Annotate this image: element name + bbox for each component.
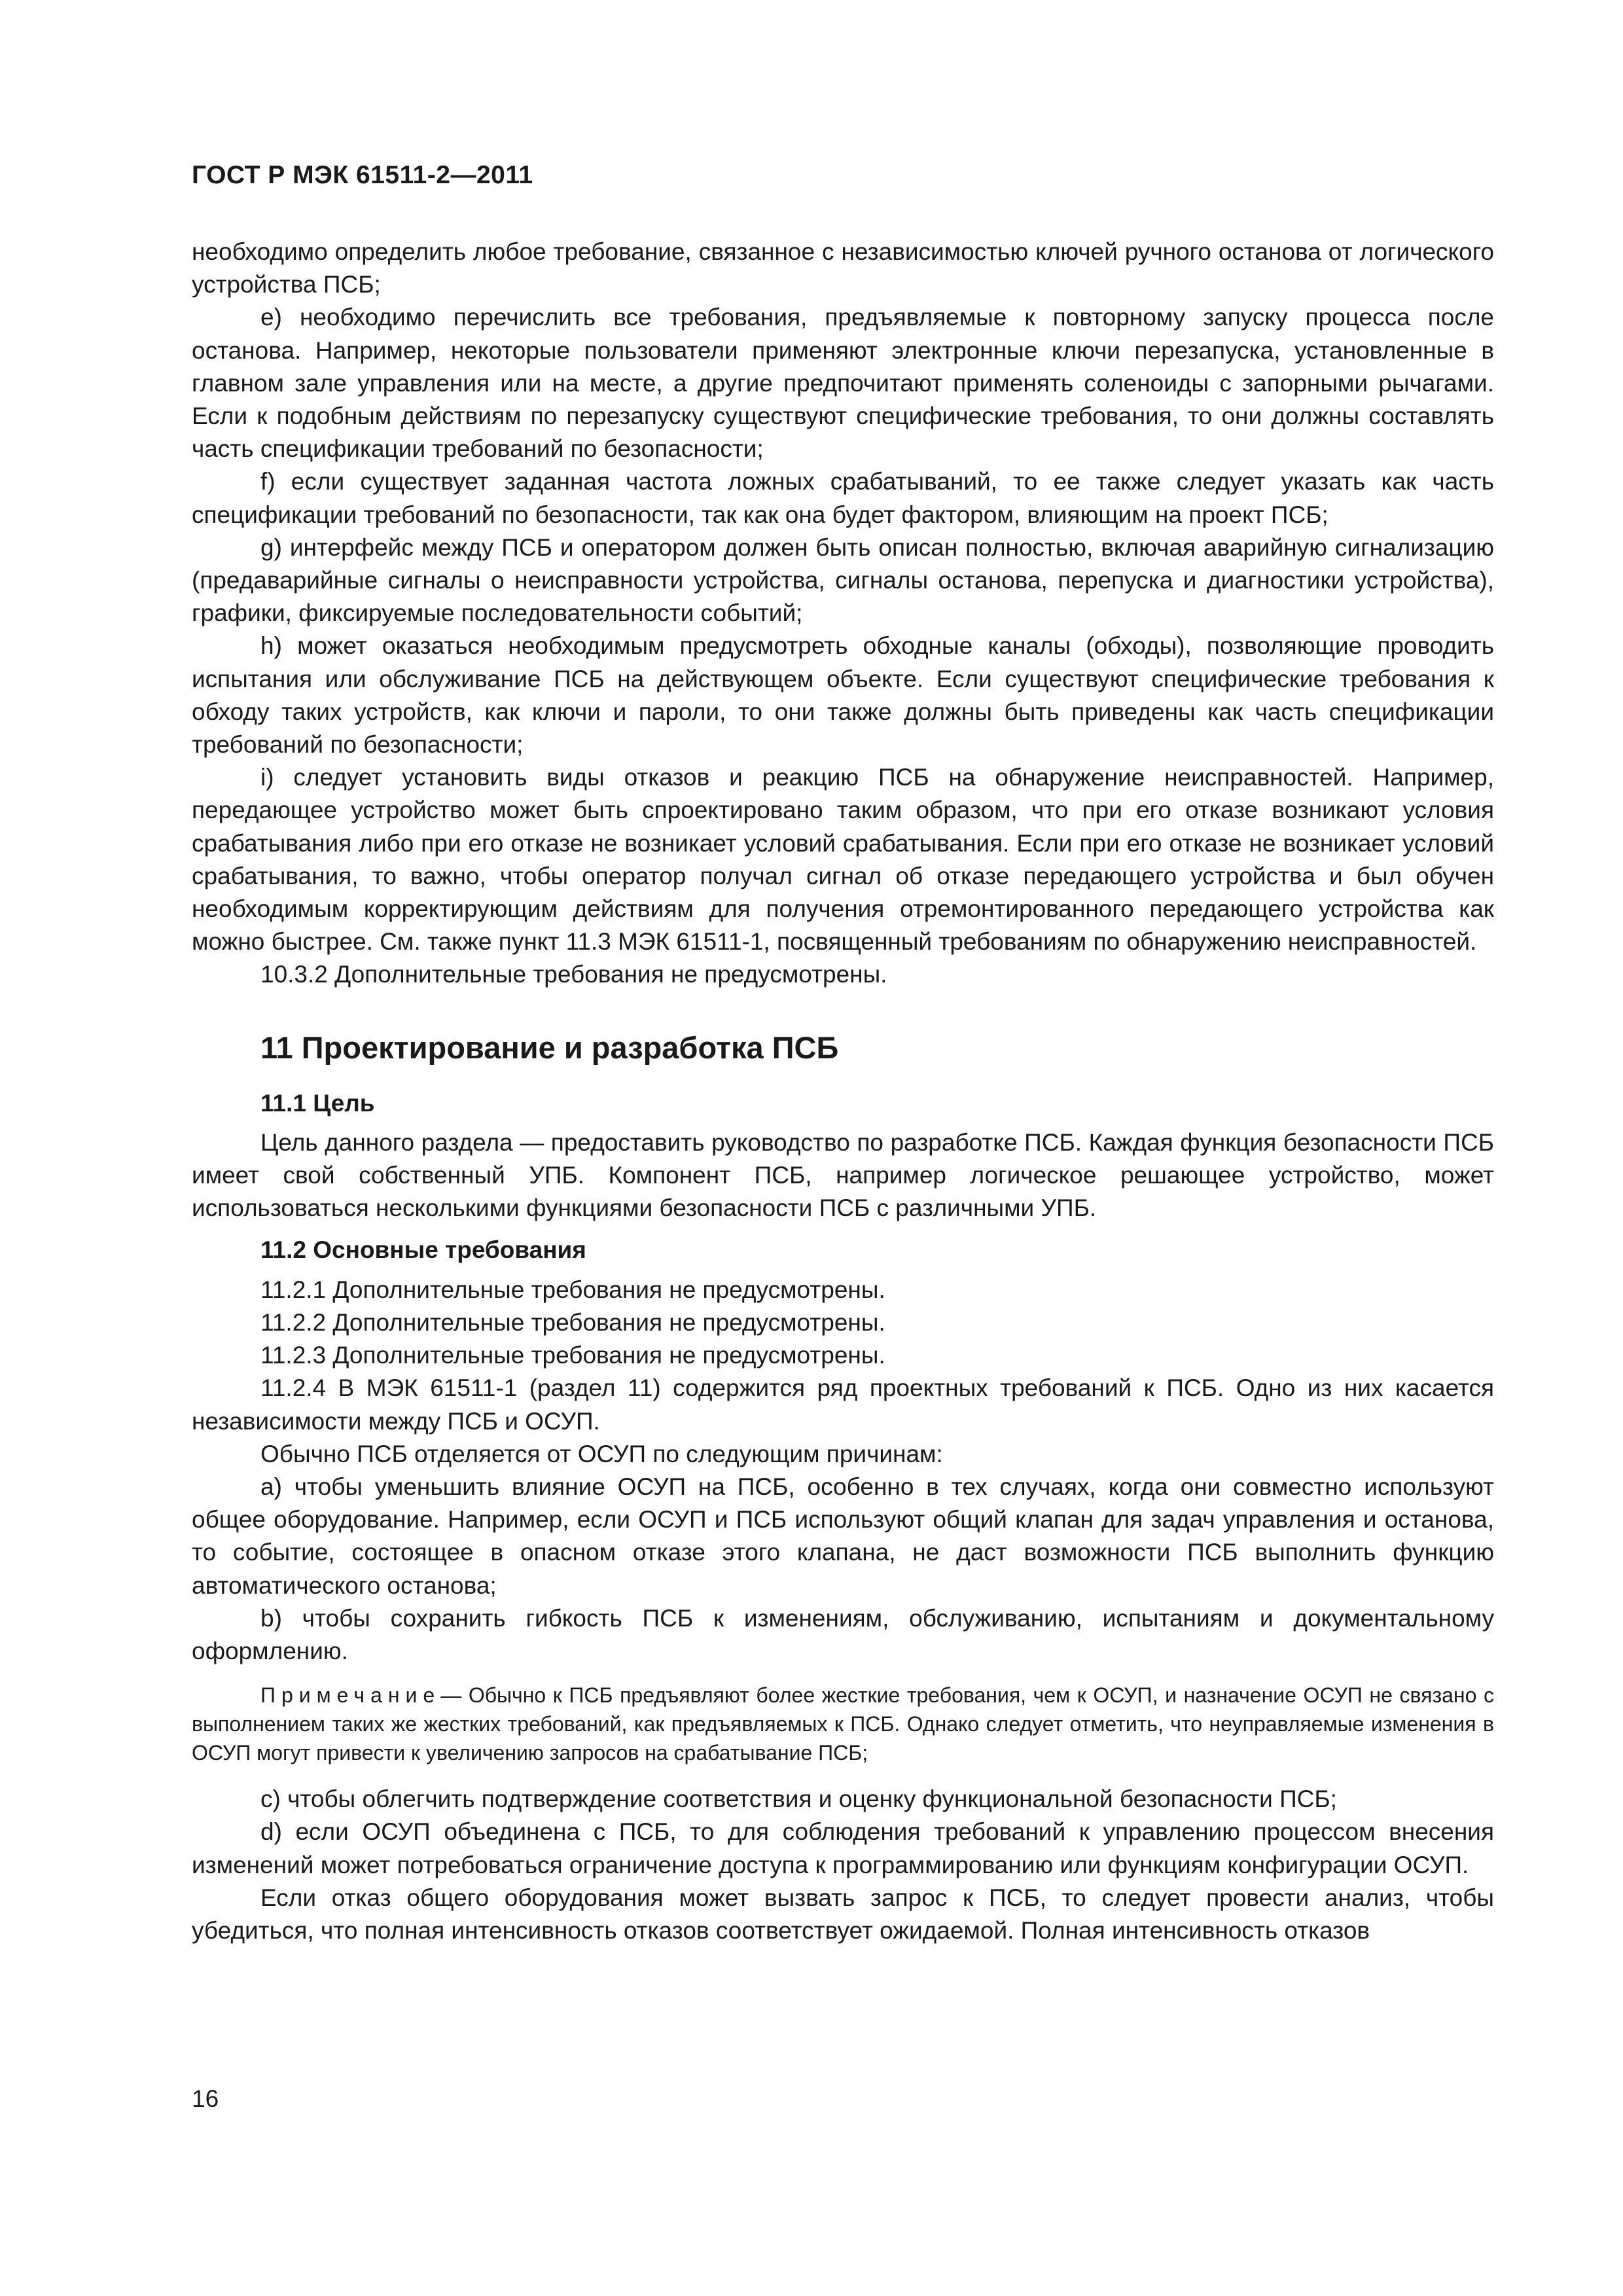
paragraph: Цель данного раздела — предоставить руководство по разработке ПСБ. Каждая функция безопасности ПСБ имеет свой собственный УПБ. Компонент ПСБ, например логическое решающее устройство, может использоваться несколькими функциями безопасности ПСБ с различными УПБ.: [192, 1128, 1494, 1222]
list-item-d: d) если ОСУП объединена с ПСБ, то для соблюдения требований к управлению процессом внесения изменений может потребоваться ограничение доступа к программированию или функциям конфигурации ОСУП.: [192, 1818, 1494, 1878]
paragraph: Обычно ПСБ отделяется от ОСУП по следующим причинам:: [260, 1440, 943, 1467]
list-item-g: g) интерфейс между ПСБ и оператором должен быть описан полностью, включая аварийную сигнализацию (предаварийные сигналы о неисправности устройства, сигналы останова, перепуска и диагностики устройства), графики, фиксируемые последовательности событий;: [192, 533, 1494, 627]
subsection-heading-11-2: 11.2 Основные требования: [260, 1236, 586, 1264]
paragraph: Если отказ общего оборудования может вызвать запрос к ПСБ, то следует провести анализ, чтобы убедиться, что полная интенсивность отказов соответствует ожидаемой. Полная интенсивность отказов: [192, 1884, 1494, 1944]
page-number: 16: [192, 2085, 219, 2112]
section-heading-11: 11 Проектирование и разработка ПСБ: [260, 1030, 839, 1065]
clause-11-2-3: 11.2.3 Дополнительные требования не предусмотрены.: [260, 1342, 885, 1369]
list-item-f: f) если существует заданная частота ложных срабатываний, то ее также следует указать как часть спецификации требований по безопасности, так как она будет фактором, влияющим на проект ПСБ;: [192, 468, 1494, 528]
note-text: — Обычно к ПСБ предъявляют более жесткие требования, чем к ОСУП, и назначение ОСУП не связано с выполнением таких же жестких требований, как предъявляемых к ПСБ. Однако следует отметить, что неуправляемые изменения в ОСУП могут привести к увеличению запросов на срабатывание ПСБ;: [192, 1683, 1494, 1765]
list-item-a: a) чтобы уменьшить влияние ОСУП на ПСБ, особенно в тех случаях, когда они совместно используют общее оборудование. Например, если ОСУП и ПСБ используют общий клапан для задач управления и останова, то событие, состоящее в опасном отказе этого клапана, не даст возможности ПСБ выполнить функцию автоматического останова;: [192, 1473, 1494, 1599]
clause-11-2-2: 11.2.2 Дополнительные требования не предусмотрены.: [260, 1308, 885, 1336]
document-header: ГОСТ Р МЭК 61511-2—2011: [192, 161, 533, 189]
clause-10-3-2: 10.3.2 Дополнительные требования не предусмотрены.: [260, 961, 887, 988]
paragraph: необходимо определить любое требование, связанное с независимостью ключей ручного останова от логического устройства ПСБ;: [192, 238, 1494, 298]
list-item-c: c) чтобы облегчить подтверждение соответствия и оценку функциональной безопасности ПСБ;: [260, 1785, 1337, 1813]
list-item-e: e) необходимо перечислить все требования, предъявляемые к повторному запуску процесса после останова. Например, некоторые пользователи применяют электронные ключи перезапуска, установленные в главном зале управления или на месте, а другие предпочитают применять соленоиды с запорными рычагами. Если к подобным действиям по перезапуску существуют специфические требования, то они должны составлять часть спецификации требований по безопасности;: [192, 304, 1494, 463]
note: [192, 1681, 1494, 1767]
list-item-b: b) чтобы сохранить гибкость ПСБ к изменениям, обслуживанию, испытаниям и документальному оформлению.: [192, 1604, 1494, 1664]
list-item-i: i) следует установить виды отказов и реакцию ПСБ на обнаружение неисправностей. Например, передающее устройство может быть спроектировано таким образом, что при его отказе возникают условия срабатывания либо при его отказе не возникает условий срабатывания. Если при его отказе не возникает условий срабатывания, то важно, чтобы оператор получал сигнал об отказе передающего устройства и был обучен необходимым корректирующим действиям для получения отремонтированного передающего устройства как можно быстрее. См. также пункт 11.3 МЭК 61511-1, посвященный требованиям по обнаружению неисправностей.: [192, 764, 1494, 956]
note-label: Примечание: [260, 1683, 441, 1708]
clause-11-2-4: 11.2.4 В МЭК 61511-1 (раздел 11) содержится ряд проектных требований к ПСБ. Одно из них касается независимости между ПСБ и ОСУП.: [192, 1374, 1494, 1435]
document-body: [192, 236, 1494, 1947]
subsection-heading-11-1: 11.1 Цель: [260, 1089, 375, 1117]
clause-11-2-1: 11.2.1 Дополнительные требования не предусмотрены.: [260, 1276, 885, 1303]
list-item-h: h) может оказаться необходимым предусмотреть обходные каналы (обходы), позволяющие проводить испытания или обслуживание ПСБ на действующем объекте. Если существуют специфические требования к обходу таких устройств, как ключи и пароли, то они также должны быть приведены как часть спецификации требований по безопасности;: [192, 632, 1494, 759]
